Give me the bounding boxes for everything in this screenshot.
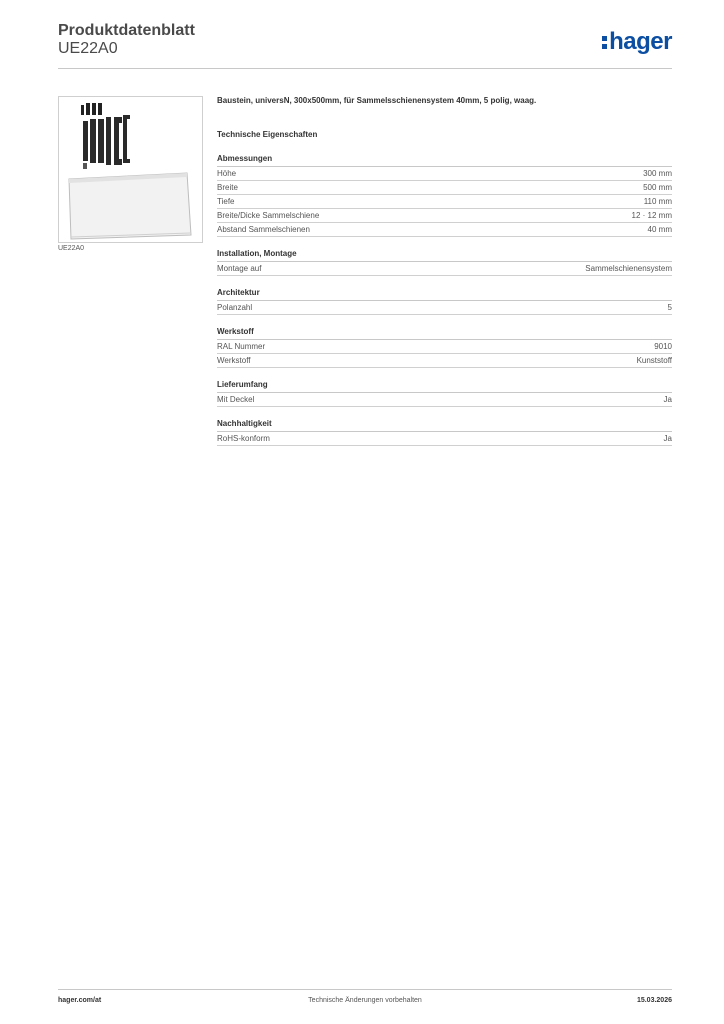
property-value: 12 · 12 mm [631, 211, 672, 220]
property-label: Mit Deckel [217, 395, 255, 404]
group-title: Architektur [217, 288, 672, 301]
property-value: Ja [663, 395, 672, 404]
property-label: Polanzahl [217, 303, 253, 312]
property-row [217, 209, 672, 223]
group-title: Werkstoff [217, 327, 672, 340]
property-label: Tiefe [217, 197, 235, 206]
property-value: 500 mm [643, 183, 672, 192]
logo-text: hager [609, 28, 672, 55]
property-row [217, 432, 672, 446]
product-illustration [59, 97, 202, 242]
property-label: RoHS-konform [217, 434, 270, 443]
property-row [217, 340, 672, 354]
property-label: Montage auf [217, 264, 262, 273]
product-description: Baustein, universN, 300x500mm, für Sammelsschienensystem 40mm, 5 polig, waag. [217, 96, 537, 105]
property-label: Breite [217, 183, 238, 192]
property-row [217, 181, 672, 195]
property-row [217, 262, 672, 276]
footer-date: 15.03.2026 [636, 997, 672, 1004]
product-image [58, 96, 203, 243]
property-value: 300 mm [643, 169, 672, 178]
property-value: 110 mm [643, 197, 672, 206]
footer-disclaimer: Technische Änderungen vorbehalten [308, 997, 422, 1004]
property-row [217, 167, 672, 181]
footer-divider [58, 989, 672, 990]
hager-logo[interactable] [602, 28, 672, 56]
group-lieferumfang [217, 380, 672, 407]
property-label: Höhe [217, 169, 237, 178]
group-architektur [217, 288, 672, 315]
page-header [58, 22, 672, 70]
image-caption: UE22A0 [58, 245, 85, 252]
footer-website-link[interactable]: hager.com/at [58, 997, 102, 1004]
group-title: Installation, Montage [217, 249, 672, 262]
property-value: Sammelschienensystem [585, 264, 672, 273]
property-label: Werkstoff [217, 356, 251, 365]
group-abmessungen [217, 154, 672, 237]
group-nachhaltigkeit [217, 419, 672, 446]
technical-heading: Technische Eigenschaften [217, 130, 318, 139]
property-label: Abstand Sammelschienen [217, 225, 310, 234]
property-value: 40 mm [647, 225, 672, 234]
property-row [217, 354, 672, 368]
property-row [217, 223, 672, 237]
product-details [217, 96, 672, 446]
property-label: RAL Nummer [217, 342, 266, 351]
group-werkstoff [217, 327, 672, 368]
property-value: Kunststoff [636, 356, 672, 365]
group-title: Nachhaltigkeit [217, 419, 672, 432]
page-title: Produktdatenblatt [58, 22, 195, 39]
header-divider [58, 68, 672, 69]
group-title: Abmessungen [217, 154, 672, 167]
property-row [217, 301, 672, 315]
property-label: Breite/Dicke Sammelschiene [217, 211, 320, 220]
property-value: 5 [667, 303, 672, 312]
logo-colon-icon [602, 33, 607, 52]
property-row [217, 393, 672, 407]
product-code: UE22A0 [58, 40, 118, 57]
property-value: 9010 [654, 342, 672, 351]
property-value: Ja [663, 434, 672, 443]
group-title: Lieferumfang [217, 380, 672, 393]
group-installation [217, 249, 672, 276]
property-row [217, 195, 672, 209]
